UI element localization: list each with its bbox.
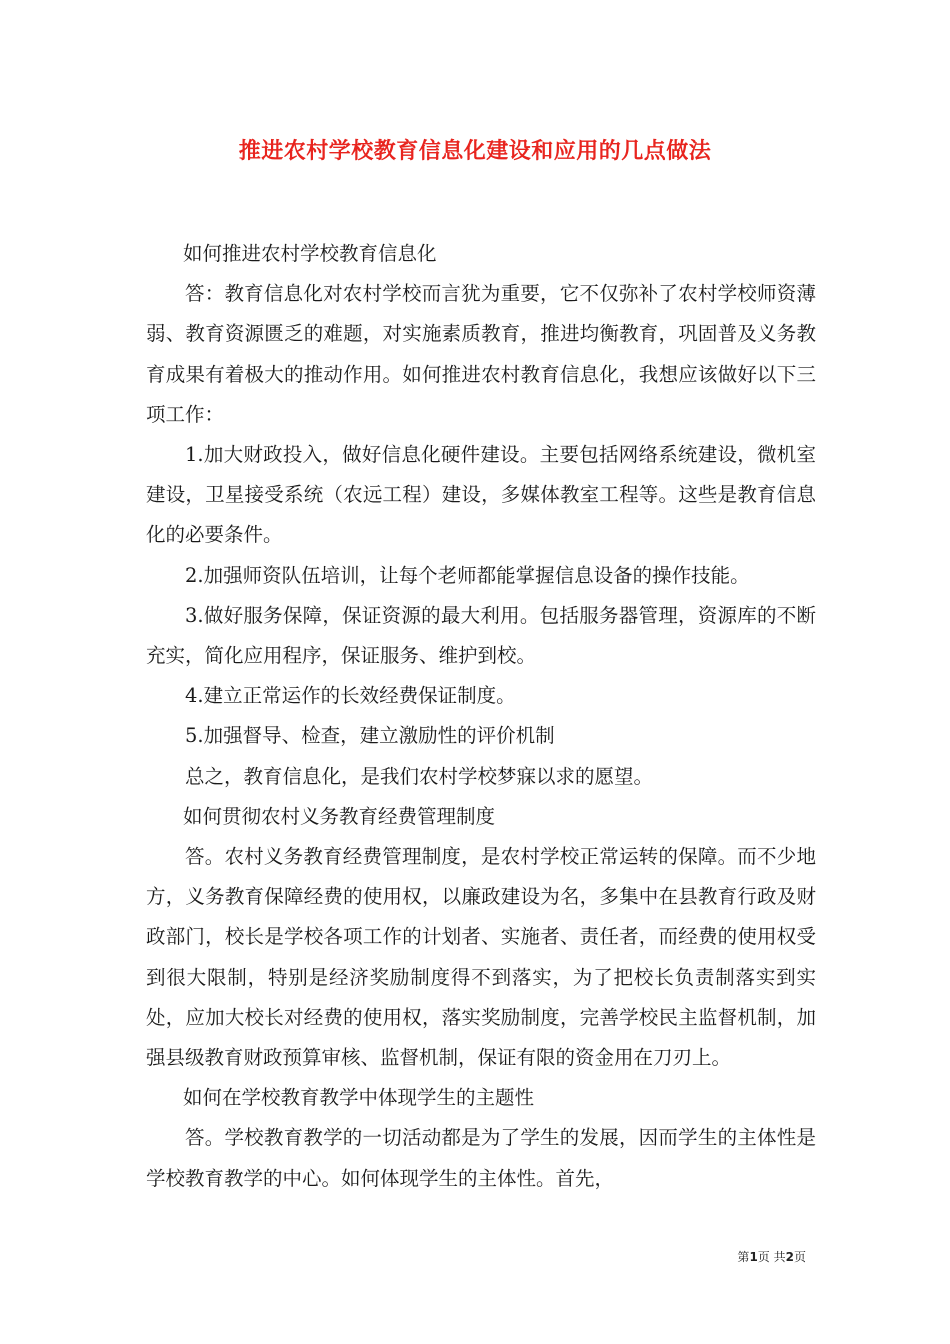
list-item-paragraph: 1.加大财政投入，做好信息化硬件建设。主要包括网络系统建设，微机室建设，卫星接受系统（农远工程）建设，多媒体教室工程等。这些是教育信息化的必要条件。	[146, 443, 816, 547]
section-heading: 如何推进农村学校教育信息化	[183, 242, 437, 265]
list-item-paragraph: 2.加强师资队伍培训，让每个老师都能掌握信息设备的操作技能。	[185, 563, 750, 587]
body-paragraph: 答。学校教育教学的一切活动都是为了学生的发展，因而学生的主体性是学校教育教学的中心。如何体现学生的主体性。首先，	[146, 1126, 816, 1190]
footer-suffix: 页	[793, 1250, 806, 1264]
list-item-paragraph: 4.建立正常运作的长效经费保证制度。	[185, 684, 516, 708]
document-title: 推进农村学校教育信息化建设和应用的几点做法	[238, 139, 712, 164]
section-heading: 如何在学校教育教学中体现学生的主题性	[183, 1086, 535, 1110]
list-item-paragraph: 5.加强督导、检查，建立激励性的评价机制	[185, 724, 555, 748]
footer-current-page: 1	[749, 1250, 758, 1264]
section-heading: 如何贯彻农村义务教育经费管理制度	[183, 804, 496, 828]
list-item-paragraph: 3.做好服务保障，保证资源的最大利用。包括服务器管理，资源库的不断充实，简化应用程序，保证服务、维护到校。	[146, 603, 816, 668]
body-paragraph: 答：教育信息化对农村学校而言犹为重要，它不仅弥补了农村学校师资薄弱、教育资源匮乏的难题，对实施素质教育，推进均衡教育，巩固普及义务教育成果有着极大的推动作用。如何推进农村教育信息化，我想应该做好以下三项工作：	[146, 282, 816, 426]
page-number-footer	[737, 1248, 806, 1265]
body-paragraph: 总之，教育信息化，是我们农村学校梦寐以求的愿望。	[185, 764, 654, 788]
body-paragraph: 答。农村义务教育经费管理制度，是农村学校正常运转的保障。而不少地方，义务教育保障经费的使用权，以廉政建设为名，多集中在县教育行政及财政部门，校长是学校各项工作的计划者、实施者、责任者，而经费的使用权受到很大限制，特别是经济奖励制度得不到落实，为了把校长负责制落实到实处，应加大校长对经费的使用权，落实奖励制度，完善学校民主监督机制，加强县级教育财政预算审核、监督机制，保证有限的资金用在刀刃上。	[146, 845, 816, 1070]
footer-middle: 页 共	[757, 1250, 786, 1264]
footer-total-pages: 2	[785, 1250, 794, 1264]
document-body	[146, 234, 816, 1199]
footer-prefix: 第	[737, 1250, 750, 1264]
